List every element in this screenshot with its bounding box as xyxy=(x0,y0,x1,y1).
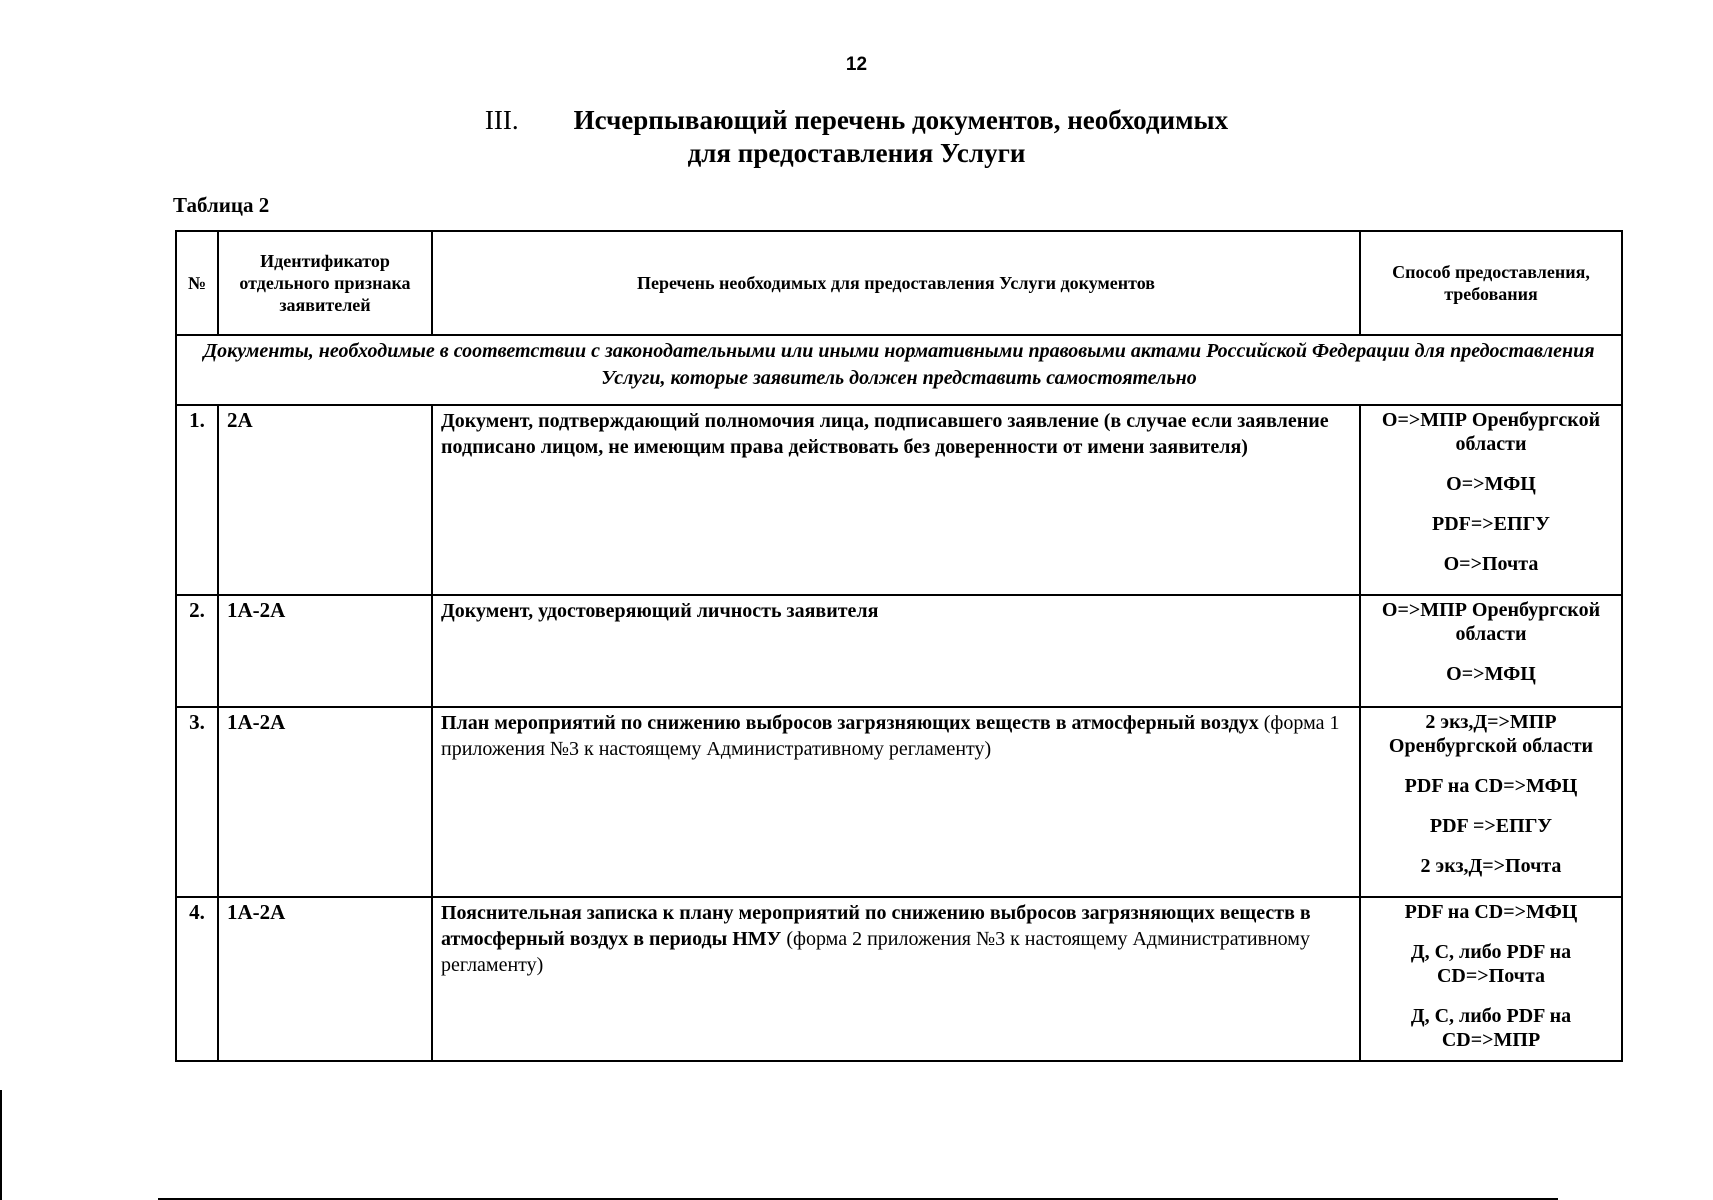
row-identifier: 1А-2А xyxy=(218,595,432,707)
row-document-normal: (форма 1 приложения №3 к настоящему Административному регламенту) xyxy=(441,712,1340,760)
header-method: Способ предоставления, требования xyxy=(1360,231,1622,335)
section-title-text-1: Исчерпывающий перечень документов, необходимых xyxy=(573,105,1229,135)
table-row xyxy=(176,595,1622,707)
row-document xyxy=(432,707,1360,897)
row-document xyxy=(432,897,1360,1061)
page-number: 12 xyxy=(845,54,868,75)
row-number: 4. xyxy=(176,897,218,1061)
row-number: 3. xyxy=(176,707,218,897)
header-num: № xyxy=(176,231,218,335)
section-title-line1 xyxy=(0,104,1713,137)
row-document-bold: Документ, подтверждающий полномочия лица, подписавшего заявление (в случае если заявление подписано лицом, не имеющим права действовать без доверенности от имени заявителя) xyxy=(441,410,1329,458)
row-number: 1. xyxy=(176,405,218,595)
row-document-normal: (форма 2 приложения №3 к настоящему Административному регламенту) xyxy=(441,928,1310,976)
method-item: О=>МПР Оренбургской области xyxy=(1381,599,1601,645)
method-item: PDF на CD=>МФЦ xyxy=(1404,901,1578,923)
header-identifier: Идентификатор отдельного признака заявителей xyxy=(218,231,432,335)
row-document xyxy=(432,405,1360,595)
method-item: Д, С, либо PDF на CD=>Почта xyxy=(1410,941,1572,987)
table-row xyxy=(176,707,1622,897)
row-methods xyxy=(1360,405,1622,595)
method-item: PDF =>ЕПГУ xyxy=(1429,815,1553,837)
row-identifier: 2А xyxy=(218,405,432,595)
row-methods xyxy=(1360,897,1622,1061)
table-row xyxy=(176,897,1622,1061)
method-item: О=>МФЦ xyxy=(1446,663,1536,685)
row-methods xyxy=(1360,707,1622,897)
section-roman-numeral: III. xyxy=(484,105,519,135)
table-caption: Таблица 2 xyxy=(173,193,270,217)
row-document xyxy=(432,595,1360,707)
group-title: Документы, необходимые в соответствии с законодательными или иными нормативными правовыми актами Российской Федерации для предоставления Услуги, которые заявитель должен представить самостоятельно xyxy=(176,335,1622,405)
group-row xyxy=(176,335,1622,405)
section-title-line2: для предоставления Услуги xyxy=(687,138,1026,168)
method-item: О=>МФЦ xyxy=(1446,473,1536,495)
row-document-bold: Пояснительная записка к плану мероприятий по снижению выбросов загрязняющих веществ в атмосферный воздух в периоды НМУ xyxy=(441,902,1311,950)
row-identifier: 1А-2А xyxy=(218,897,432,1061)
row-methods xyxy=(1360,595,1622,707)
table-row xyxy=(176,405,1622,595)
method-item: О=>МПР Оренбургской области xyxy=(1381,409,1601,455)
row-identifier: 1А-2А xyxy=(218,707,432,897)
header-documents: Перечень необходимых для предоставления Услуги документов xyxy=(432,231,1360,335)
documents-table xyxy=(175,230,1623,1062)
row-document-bold: План мероприятий по снижению выбросов загрязняющих веществ в атмосферный воздух xyxy=(441,712,1259,734)
row-document-bold: Документ, удостоверяющий личность заявителя xyxy=(441,600,879,622)
method-item: 2 экз,Д=>Почта xyxy=(1420,855,1562,877)
scan-edge xyxy=(0,1090,2,1200)
method-item: PDF на CD=>МФЦ xyxy=(1404,775,1578,797)
row-number: 2. xyxy=(176,595,218,707)
method-item: PDF=>ЕПГУ xyxy=(1432,513,1550,535)
section-title xyxy=(0,104,1713,170)
table-header-row xyxy=(176,231,1622,335)
method-item: О=>Почта xyxy=(1443,553,1539,575)
method-item: 2 экз,Д=>МПР Оренбургской области xyxy=(1388,711,1594,757)
method-item: Д, С, либо PDF на CD=>МПР xyxy=(1410,1005,1572,1051)
